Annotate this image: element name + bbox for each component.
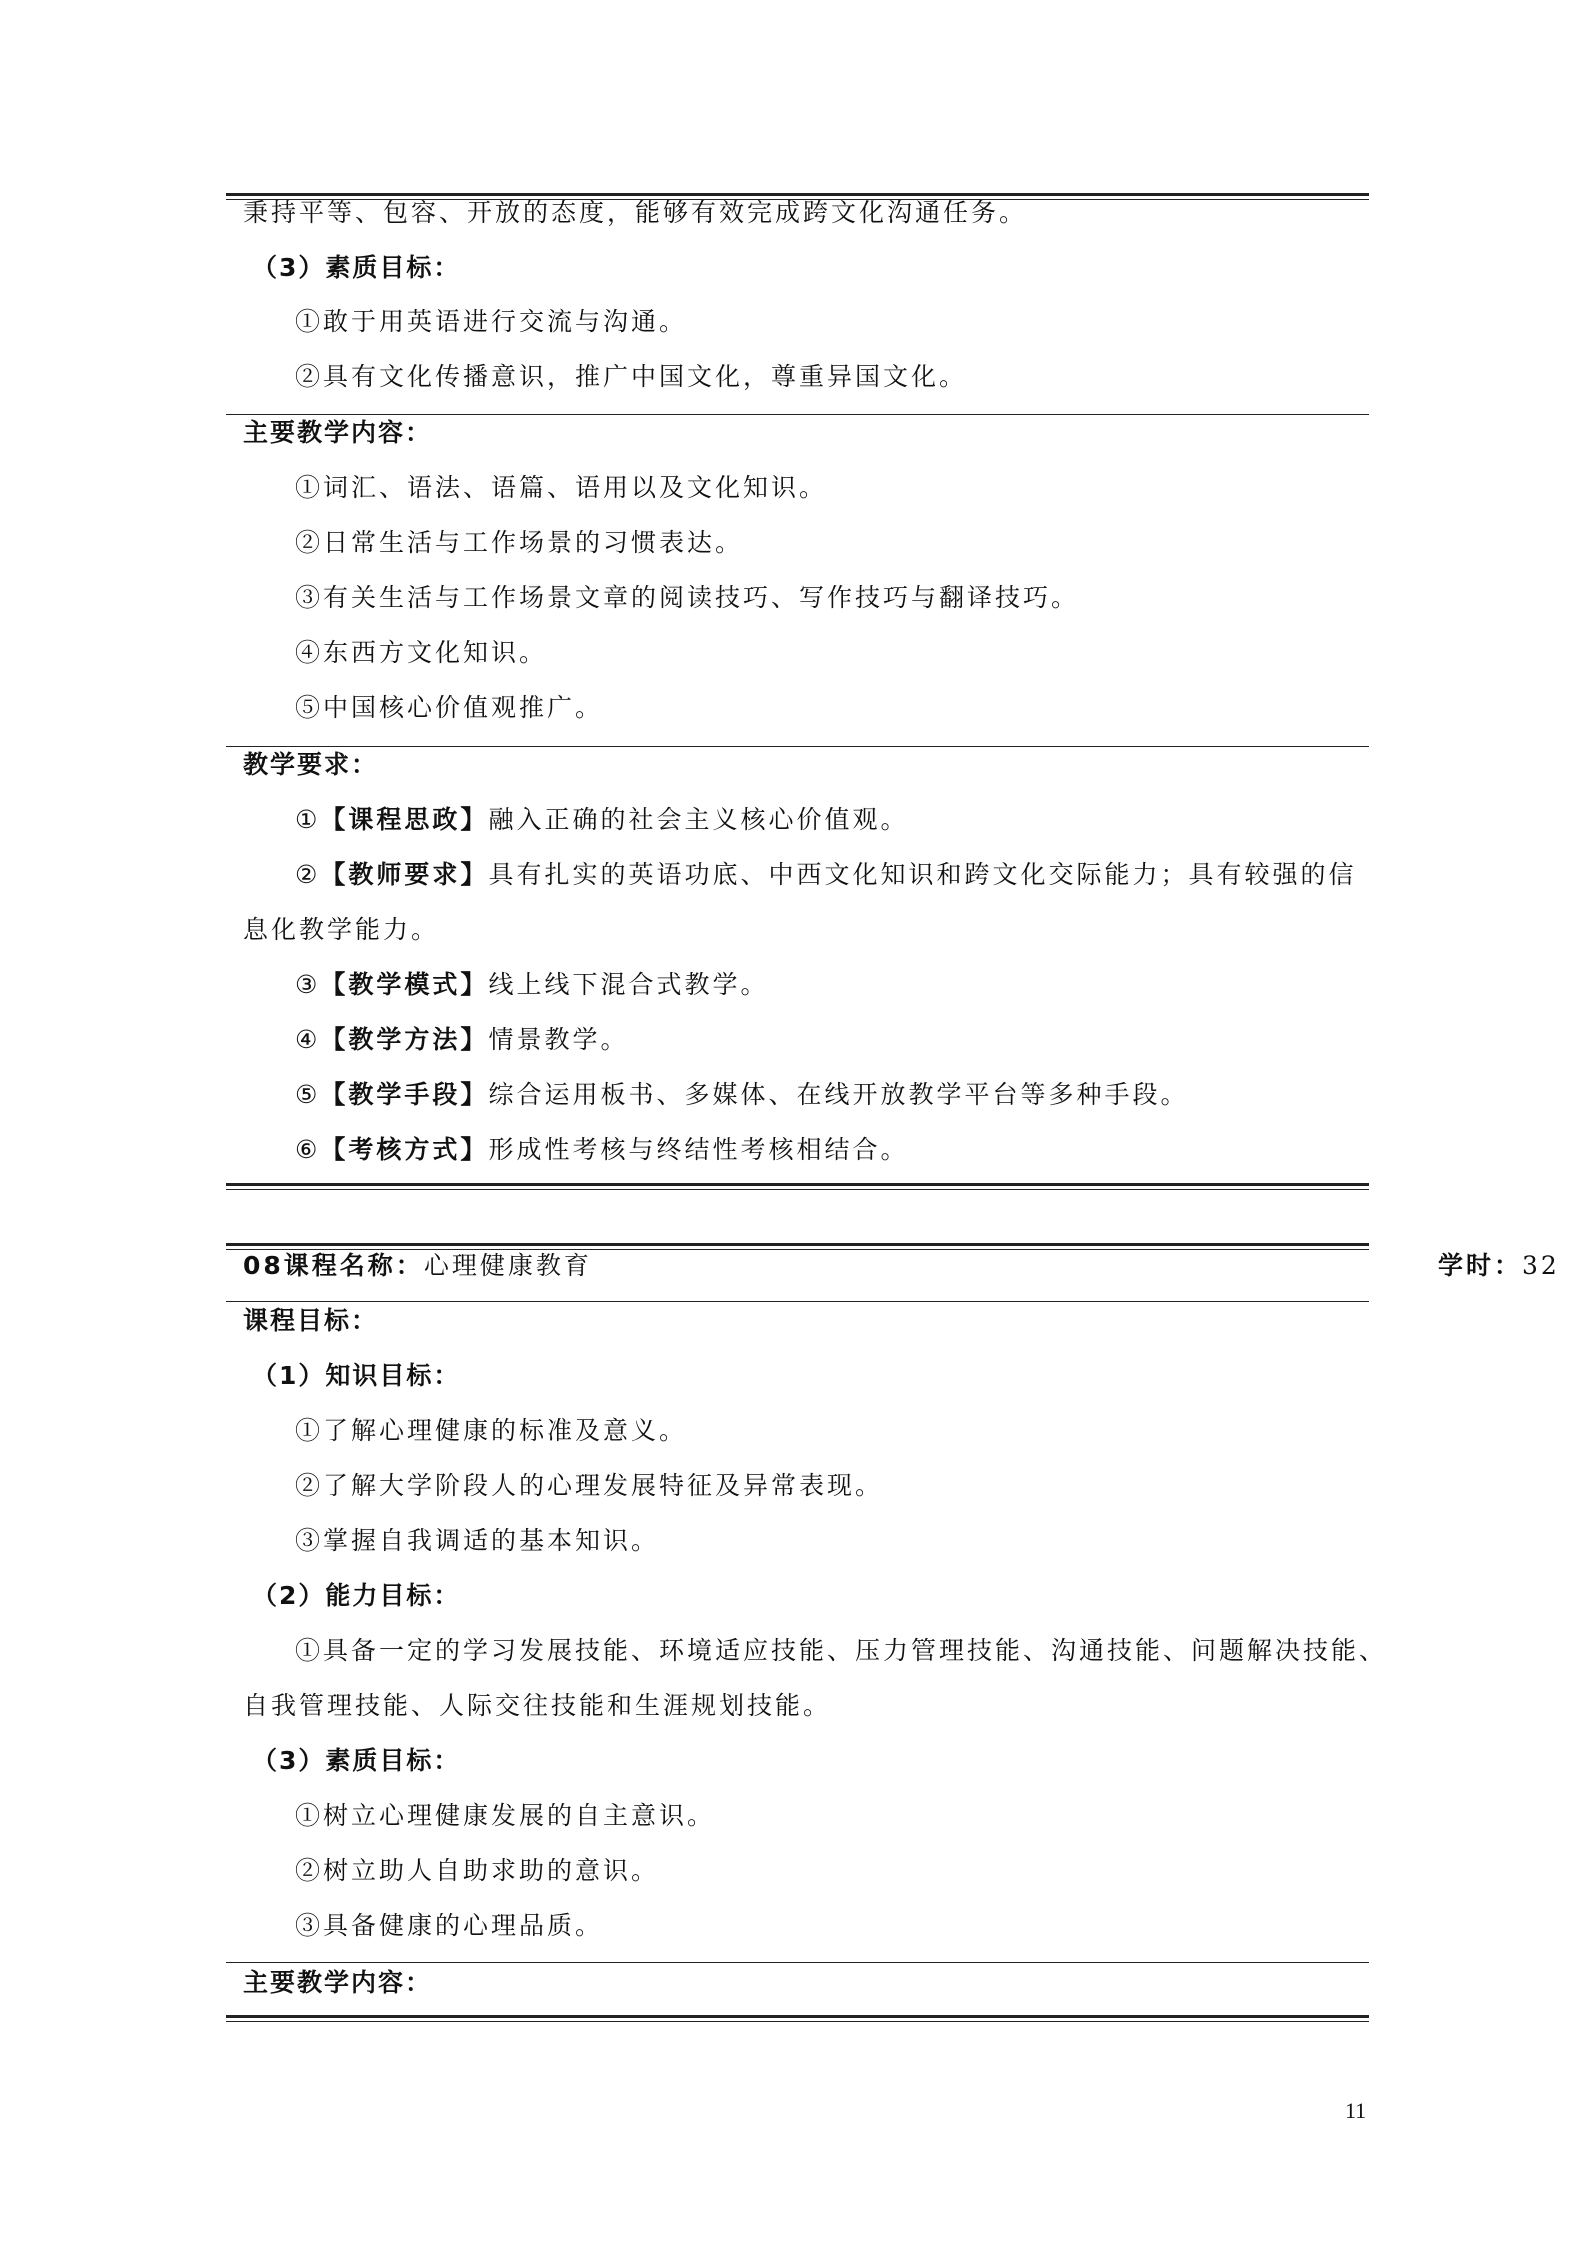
requirement-item bbox=[295, 968, 1415, 1002]
requirement-item bbox=[295, 1023, 1415, 1057]
requirement-text: 综合运用板书、多媒体、在线开放教学平台等多种手段。 bbox=[488, 1080, 1189, 1109]
page-number: 11 bbox=[1345, 2098, 1367, 2123]
requirement-text: 具有扎实的英语功底、中西文化知识和跨文化交际能力；具有较强的信 bbox=[488, 860, 1357, 889]
requirement-tag: 【教学模式】 bbox=[320, 970, 489, 999]
content-heading: 主要教学内容： bbox=[243, 418, 433, 447]
course-header-row bbox=[243, 1249, 1560, 1283]
content-item: ③有关生活与工作场景文章的阅读技巧、写作技巧与翻译技巧。 bbox=[295, 583, 1080, 612]
ability-goal-heading: （2）能力目标： bbox=[252, 1581, 461, 1610]
requirement-continuation: 息化教学能力。 bbox=[243, 915, 440, 944]
requirement-text: 形成性考核与终结性考核相结合。 bbox=[488, 1135, 909, 1164]
requirement-tag: 【课程思政】 bbox=[320, 805, 489, 834]
knowledge-item: ③掌握自我调适的基本知识。 bbox=[295, 1526, 660, 1555]
item-number: ⑥ bbox=[295, 1135, 321, 1164]
requirement-text: 融入正确的社会主义核心价值观。 bbox=[488, 805, 909, 834]
row-divider bbox=[226, 1301, 1369, 1302]
row-divider bbox=[226, 1962, 1369, 1963]
requirement-item bbox=[295, 858, 1415, 892]
requirement-tag: 【教学手段】 bbox=[320, 1080, 489, 1109]
quality-item: ②具有文化传播意识，推广中国文化，尊重异国文化。 bbox=[295, 362, 968, 391]
course-name-label: 课程名称： bbox=[283, 1251, 424, 1280]
row-divider bbox=[226, 746, 1369, 747]
content-item: ①词汇、语法、语篇、语用以及文化知识。 bbox=[295, 473, 828, 502]
requirement-tag: 【考核方式】 bbox=[320, 1135, 489, 1164]
quality-goal-heading: （3）素质目标： bbox=[252, 253, 461, 282]
quality-item: ①树立心理健康发展的自主意识。 bbox=[295, 1801, 716, 1830]
hours-value: 32 bbox=[1522, 1251, 1560, 1280]
requirement-text: 线上线下混合式教学。 bbox=[488, 970, 769, 999]
quality-item: ③具备健康的心理品质。 bbox=[295, 1911, 604, 1940]
ability-continuation: 秉持平等、包容、开放的态度，能够有效完成跨文化沟通任务。 bbox=[243, 198, 1028, 227]
ability-continuation: 自我管理技能、人际交往技能和生涯规划技能。 bbox=[243, 1691, 832, 1720]
requirement-item bbox=[295, 1133, 1415, 1167]
requirement-tag: 【教师要求】 bbox=[320, 860, 489, 889]
item-number: ⑤ bbox=[295, 1080, 321, 1109]
table-bottom-border bbox=[226, 1183, 1369, 1190]
item-number: ② bbox=[295, 860, 321, 889]
quality-item: ①敢于用英语进行交流与沟通。 bbox=[295, 307, 688, 336]
quality-goal-heading: （3）素质目标： bbox=[252, 1746, 461, 1775]
requirement-text: 情景教学。 bbox=[488, 1025, 629, 1054]
requirement-tag: 【教学方法】 bbox=[320, 1025, 489, 1054]
item-number: ① bbox=[295, 805, 321, 834]
content-item: ④东西方文化知识。 bbox=[295, 638, 548, 667]
requirement-item bbox=[295, 803, 1415, 837]
course-goal-heading: 课程目标： bbox=[243, 1306, 379, 1335]
knowledge-item: ①了解心理健康的标准及意义。 bbox=[295, 1416, 688, 1445]
ability-item: ①具备一定的学习发展技能、环境适应技能、压力管理技能、沟通技能、问题解决技能、 bbox=[295, 1636, 1388, 1665]
requirements-heading: 教学要求： bbox=[243, 750, 379, 779]
quality-item: ②树立助人自助求助的意识。 bbox=[295, 1856, 660, 1885]
course-number: 08 bbox=[243, 1251, 284, 1280]
knowledge-goal-heading: （1）知识目标： bbox=[252, 1361, 461, 1390]
hours-label: 学时： bbox=[1438, 1251, 1523, 1280]
table-bottom-border bbox=[226, 2015, 1369, 2022]
item-number: ③ bbox=[295, 970, 321, 999]
course-name: 心理健康教育 bbox=[423, 1251, 592, 1280]
item-number: ④ bbox=[295, 1025, 321, 1054]
requirement-item bbox=[295, 1078, 1415, 1112]
row-divider bbox=[226, 414, 1369, 415]
content-item: ②日常生活与工作场景的习惯表达。 bbox=[295, 528, 744, 557]
content-item: ⑤中国核心价值观推广。 bbox=[295, 693, 604, 722]
knowledge-item: ②了解大学阶段人的心理发展特征及异常表现。 bbox=[295, 1471, 884, 1500]
content-heading: 主要教学内容： bbox=[243, 1968, 433, 1997]
course-hours bbox=[1438, 1249, 1560, 1283]
